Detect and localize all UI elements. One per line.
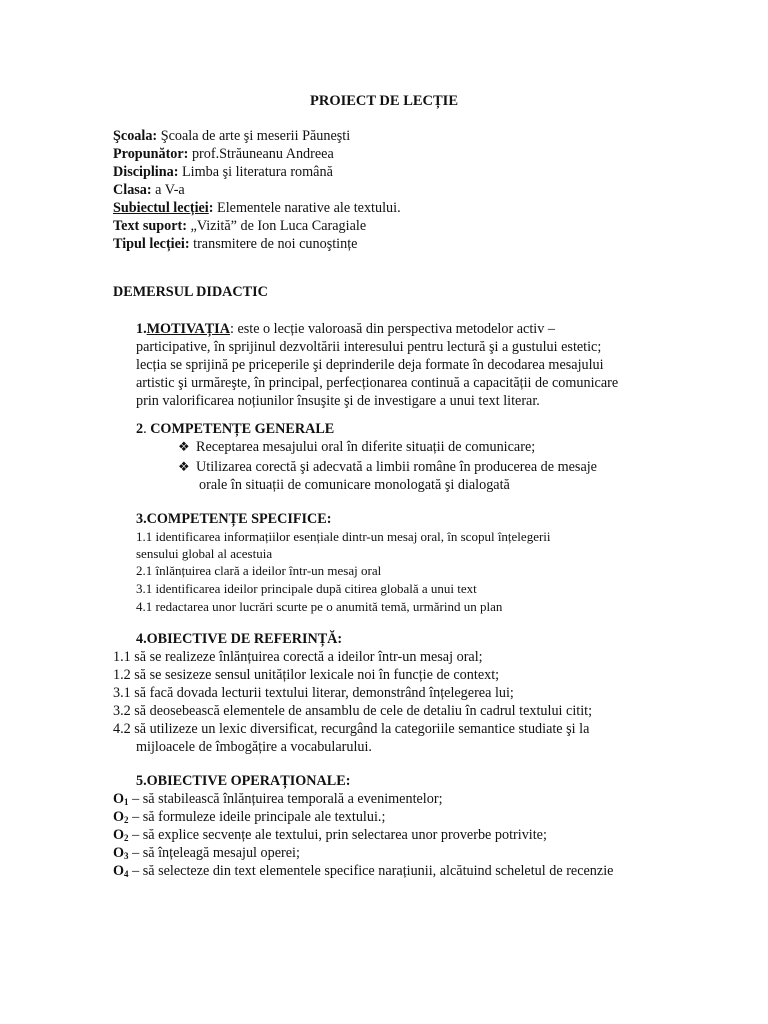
motivatia-line: lecția se sprijină pe priceperile şi deprinderile deja formate în decodarea mesajului — [136, 357, 604, 373]
obiective-referinta-heading: 4.OBIECTIVE DE REFERINȚĂ: — [136, 631, 343, 647]
obiectiv-code: O3 — [113, 845, 129, 861]
obiectiv-operational-item: O4 – să selecteze din text elementele specifice narațiunii, alcătuind scheletul de recenzie — [113, 863, 614, 879]
obiectiv-code: O2 — [113, 809, 129, 825]
info-value: „Vizită” de Ion Luca Caragiale — [190, 218, 367, 234]
obiectiv-operational-item: O2 – să formuleze ideile principale ale textului.; — [113, 809, 386, 825]
obiective-operationale-heading: 5.OBIECTIVE OPERAȚIONALE: — [136, 773, 351, 789]
info-label: Disciplina: — [113, 164, 179, 180]
obiectiv-referinta-item: 3.2 să deosebească elementele de ansamblu de cele de detaliu în cadrul textului citit; — [113, 703, 593, 719]
info-clasa — [113, 181, 185, 199]
info-disciplina — [113, 163, 333, 181]
competenta-specifica-item-cont: sensului global al acestuia — [136, 546, 273, 561]
competente-generale-heading: 2. COMPETENȚE GENERALE — [136, 421, 335, 437]
obiectiv-operational-item: O3 – să înțeleagă mesajul operei; — [113, 845, 300, 861]
info-label: Clasa: — [113, 182, 152, 198]
section-heading-demersul: DEMERSUL DIDACTIC — [113, 284, 268, 300]
competente-specifice-heading: 3.COMPETENȚE SPECIFICE: — [136, 511, 332, 527]
competenta-specifica-item: 2.1 înlănțuirea clară a ideilor într-un mesaj oral — [136, 563, 382, 578]
motivatia-line: participative, în sprijinul dezvoltării interesului pentru lectură şi a gustului estetic; — [136, 339, 602, 355]
competenta-generala-item-cont: orale în situații de comunicare monologată şi dialogată — [199, 477, 510, 493]
motivatia-first-line — [136, 320, 555, 338]
info-label: Text suport: — [113, 218, 187, 234]
info-label: Şcoala: — [113, 128, 158, 144]
obiectiv-referinta-item-cont: mijloacele de îmbogățire a vocabularului. — [136, 739, 372, 755]
competenta-generala-item: ❖ Utilizarea corectă şi adecvată a limbii române în producerea de mesaje — [178, 459, 597, 475]
info-value: prof.Străuneanu Andreea — [191, 146, 334, 162]
bullet-diamond-icon: ❖ — [178, 459, 190, 474]
info-scoala — [113, 127, 350, 145]
competenta-generala-item: ❖ Receptarea mesajului oral în diferite situații de comunicare; — [178, 439, 536, 455]
competenta-specifica-item: 4.1 redactarea unor lucrări scurte pe o anumită temă, urmărind un plan — [136, 599, 503, 614]
info-value: a V-a — [155, 182, 185, 198]
obiectiv-code: O1 — [113, 791, 129, 807]
info-subiectul — [113, 199, 401, 217]
competenta-specifica-item: 3.1 identificarea ideilor principale după citirea globală a unui text — [136, 581, 477, 596]
obiectiv-referinta-item: 3.1 să facă dovada lecturii textului literar, demonstrând înțelegerea lui; — [113, 685, 514, 701]
obiectiv-operational-item: O1 – să stabilească înlănțuirea temporală a evenimentelor; — [113, 791, 443, 807]
info-value: transmitere de noi cunoştințe — [193, 236, 358, 252]
obiectiv-code: O2 — [113, 827, 129, 843]
competenta-specifica-item: 1.1 identificarea informațiilor esențiale dintr-un mesaj oral, în scopul înțelegerii — [136, 529, 551, 544]
info-label: Tipul lecției: — [113, 236, 190, 252]
obiectiv-operational-item: O2 – să explice secvențe ale textului, prin selectarea unor proverbe potrivite; — [113, 827, 547, 843]
info-text-suport — [113, 217, 366, 235]
info-label: Subiectul lecției: — [113, 200, 214, 216]
obiectiv-referinta-item: 4.2 să utilizeze un lexic diversificat, recurgând la categoriile semantice studiate şi la — [113, 721, 590, 737]
motivatia-line: prin valorificarea noțiunilor însuşite şi de investigare a unui text literar. — [136, 393, 540, 409]
motivatia-line: artistic şi urmăreşte, în principal, perfecționarea continuă a capacității de comunicare — [136, 375, 619, 391]
info-value: Şcoala de arte şi meserii Păuneşti — [160, 128, 351, 144]
motivatia-text: : este o lecție valoroasă din perspectiva metodelor activ – — [229, 321, 555, 337]
bullet-diamond-icon: ❖ — [178, 439, 190, 454]
info-propunator — [113, 145, 334, 163]
info-tipul — [113, 235, 357, 253]
obiectiv-referinta-item: 1.1 să se realizeze înlănțuirea corectă a ideilor într-un mesaj oral; — [113, 649, 483, 665]
info-value: Elementele narative ale textului. — [217, 200, 401, 216]
info-label: Propunător: — [113, 146, 189, 162]
obiectiv-referinta-item: 1.2 să se sesizeze sensul unităților lexicale noi în funcție de context; — [113, 667, 500, 683]
info-value: Limba şi literatura română — [181, 164, 333, 180]
obiectiv-code: O4 — [113, 863, 129, 879]
document-title: PROIECT DE LECȚIE — [310, 93, 458, 109]
motivatia-heading: 1.MOTIVAȚIA — [136, 321, 230, 337]
